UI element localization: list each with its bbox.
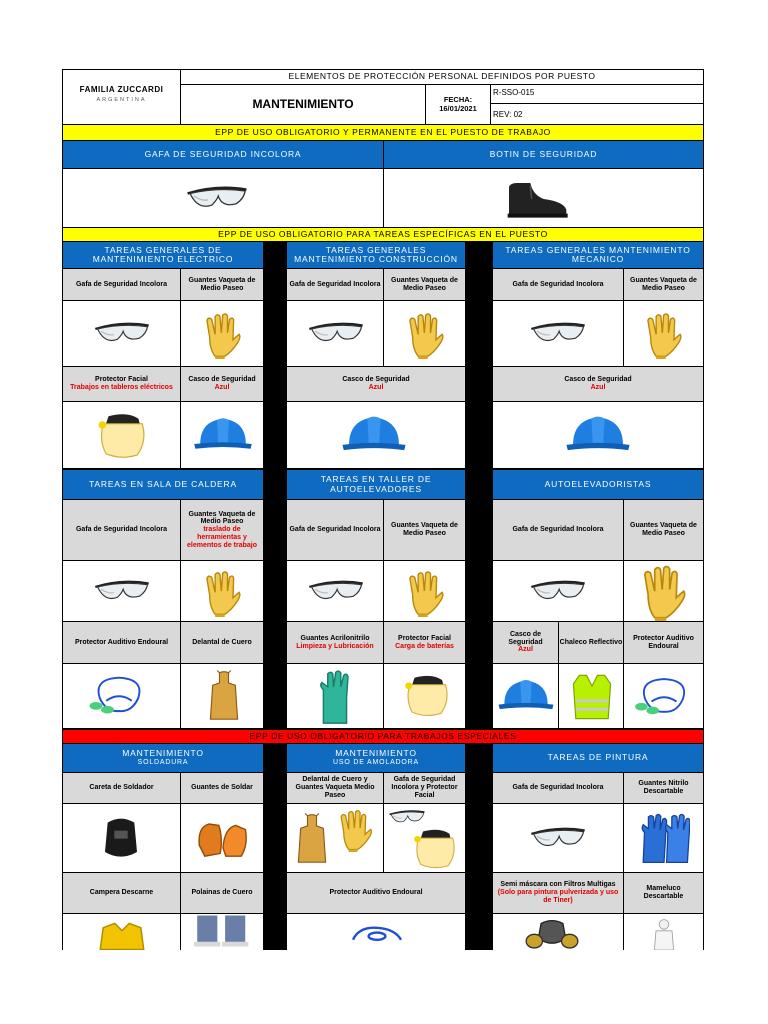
safety-glasses-icon [93,575,151,607]
item-label: Delantal de Cuero [180,621,264,664]
earplug-icon [632,674,696,718]
image-cell [180,803,264,873]
face-shield-icon [89,410,153,460]
item-label-cell [492,366,704,402]
image-cell [492,300,624,367]
image-cell [492,803,624,873]
item-label: Gafa de Seguridad Incolora [286,499,384,561]
leather-apron-icon [295,810,329,868]
image-cell [180,913,264,950]
image-cell [180,300,264,367]
safety-glasses-icon [185,181,249,215]
welding-jacket-icon [93,920,151,950]
respirator-icon [517,918,587,950]
item-label: Protector Auditivo Endoural [286,872,466,914]
document-code: R-SSO-015 [490,84,704,104]
face-shield-icon [406,826,462,870]
image-cell [62,803,181,873]
image-cell [383,803,466,873]
item-note: Azul [368,384,384,391]
gap-separator [264,743,286,950]
item-label: Gafa de Seguridad Incolora [62,499,181,561]
revision: REV: 02 [490,103,704,125]
item-note: (Solo para pintura pulverizada y uso de Tiner) [497,889,619,904]
company-logo [63,86,180,103]
leather-glove-icon [404,311,446,359]
item-label: Chaleco Reflectivo [558,621,624,664]
safety-glasses-icon [529,575,587,607]
item-label: Guantes Vaqueta de Medio Paseo [188,510,256,526]
item-label: Gafa de Seguridad Incolora [492,268,624,301]
group-subtitle: SOLDADURA [137,758,189,766]
group-soldadura [62,743,264,950]
group-title-cell [286,743,466,773]
logo-sub-text: ARGENTINA [96,96,147,103]
image-cell [62,663,181,729]
image-cell [180,401,264,469]
item-label-cell [180,366,264,402]
date-label: FECHA: [443,95,473,105]
group-autoelevadoristas [492,469,704,729]
image-cell [623,663,704,729]
image-cell [492,913,624,950]
item-label: Gafa de Seguridad Incolora y Protector Facial [383,772,466,804]
boot-header: BOTIN DE SEGURIDAD [383,140,704,169]
image-cell [623,803,704,873]
item-note: Azul [590,384,606,391]
group-title: AUTOELEVADORISTAS [492,469,704,500]
item-label: Guantes Vaqueta de Medio Paseo [383,268,466,301]
group-title: TAREAS GENERALES MANTENIMIENTO CONSTRUCCIÓN [286,241,466,269]
image-cell [286,803,384,873]
gap-separator [466,469,492,729]
item-label: Polainas de Cuero [180,872,264,914]
item-note: Trabajos en tableros eléctricos [70,384,173,391]
image-cell [286,663,384,729]
item-label: Guantes Nitrilo Descartable [623,772,704,804]
coverall-icon [648,918,680,950]
item-note: Azul [518,646,533,654]
leather-glove-icon [201,569,243,617]
item-label: Mameluco Descartable [623,872,704,914]
group-mecanico [492,241,704,469]
blue-helmet-icon [565,412,631,458]
item-label: Campera Descarne [62,872,181,914]
image-cell [558,663,624,729]
group-subtitle: USO DE AMOLADORA [333,758,419,766]
safety-glasses-icon [307,575,365,607]
group-title: MANTENIMIENTO [122,748,204,759]
item-label: Casco de Seguridad [188,376,256,384]
safety-glasses-icon [93,317,151,349]
item-label: Protector Facial [95,376,148,384]
image-cell [492,401,704,469]
item-label: Gafa de Seguridad Incolora [286,268,384,301]
group-title: TAREAS GENERALES DE MANTENIMIENTO ELECTRICO [62,241,264,269]
gap-separator [466,743,492,950]
date-cell [425,84,491,125]
safety-glasses-icon [529,822,587,854]
section-special-title: EPP DE USO OBLIGATORIO PARA TRABAJOS ESPECIALES [62,729,704,744]
glasses-header: GAFA DE SEGURIDAD INCOLORA [62,140,384,169]
item-label: Delantal de Cuero y Guantes Vaqueta Medio Paseo [286,772,384,804]
item-note: traslado de herramientas y elementos de trabajo [186,526,258,549]
image-cell [623,300,704,367]
face-shield-icon [396,672,456,718]
epp-sheet [62,69,704,950]
document-title: ELEMENTOS DE PROTECCIÓN PERSONAL DEFINIDOS POR PUESTO [180,69,704,85]
image-cell [62,300,181,367]
item-label: Guantes Vaqueta de Medio Paseo [623,268,704,301]
group-electrico [62,241,264,469]
logo-cell [62,69,181,125]
leather-apron-icon [207,668,241,724]
nitrile-glove-icon [311,668,359,726]
item-label: Guantes Acrilonitrilo [300,634,370,642]
group-title: TAREAS GENERALES MANTENIMIENTO MECANICO [492,241,704,269]
welding-gloves-icon [195,816,251,860]
group-pintura [492,743,704,950]
glasses-image-cell [62,168,384,228]
gap-separator [264,469,286,729]
leather-glove-icon [201,311,243,359]
leather-gaiters-icon [191,914,253,948]
leather-glove-icon [404,569,446,617]
item-note: Azul [214,384,230,391]
item-label: Gafa de Seguridad Incolora [492,499,624,561]
group-construccion [286,241,466,469]
nitrile-gloves-icon [638,812,690,866]
blue-helmet-icon [497,676,555,716]
gap-separator [264,241,286,469]
item-label: Gafa de Seguridad Incolora [62,268,181,301]
item-label: Guantes Vaqueta de Medio Paseo [383,499,466,561]
image-cell [286,401,466,469]
blue-helmet-icon [341,412,407,458]
item-note: Carga de baterías [395,642,454,650]
boot-image-cell [383,168,704,228]
item-label-cell [286,621,384,664]
item-label-cell [286,366,466,402]
leather-glove-icon [335,808,375,852]
item-label: Casco de Seguridad [342,376,410,384]
group-title: TAREAS EN SALA DE CALDERA [62,469,264,500]
blue-helmet-icon [193,414,253,456]
item-label-cell [492,621,559,664]
item-label-cell [383,621,466,664]
item-label: Casco de Seguridad [564,376,632,384]
image-cell [383,560,466,622]
item-note: Limpieza y Lubricación [296,642,374,650]
item-label: Protector Auditivo Endoural [623,621,704,664]
group-caldera [62,469,264,729]
leather-glove-icon [636,563,690,621]
item-label: Careta de Soldador [62,772,181,804]
image-cell [180,560,264,622]
position-title: MANTENIMIENTO [180,84,426,125]
item-label: Guantes Vaqueta de Medio Paseo [180,268,264,301]
image-cell [286,913,466,950]
earplug-icon [87,672,151,718]
image-cell [286,560,384,622]
safety-glasses-icon [307,317,365,349]
image-cell [62,913,181,950]
item-label-cell [62,366,181,402]
group-title: TAREAS EN TALLER DE AUTOELEVADORES [286,469,466,500]
item-label: Casco de Seguridad [508,630,543,646]
section-specific-title: EPP DE USO OBLIGATORIO PARA TAREAS ESPECÍFICAS EN EL PUESTO [62,227,704,242]
group-title-cell [62,743,264,773]
group-title: TAREAS DE PINTURA [492,743,704,773]
leather-glove-icon [642,311,684,359]
image-cell [492,560,624,622]
date-value: 16/01/2021 [439,103,477,113]
gap-separator [466,241,492,469]
item-label: Guantes Vaqueta de Medio Paseo [623,499,704,561]
welding-mask-icon [101,812,141,864]
image-cell [180,663,264,729]
reflective-vest-icon [571,672,613,722]
section-permanent-title: EPP DE USO OBLIGATORIO Y PERMANENTE EN EL PUESTO DE TRABAJO [62,124,704,141]
item-label: Protector Facial [398,634,451,642]
group-title: MANTENIMIENTO [335,748,417,759]
item-label: Protector Auditivo Endoural [62,621,181,664]
item-label: Semi máscara con Filtros Multigas [500,881,616,889]
group-taller-autoelevadores [286,469,466,729]
image-cell [383,300,466,367]
safety-boot-icon [498,179,576,219]
image-cell [62,560,181,622]
item-label-cell [180,499,264,561]
item-label: Gafa de Seguridad Incolora [492,772,624,804]
image-cell [623,560,704,622]
image-cell [286,300,384,367]
group-amoladora [286,743,466,950]
item-label-cell [492,872,624,914]
earplug-cord-icon [347,920,407,944]
image-cell [492,663,559,729]
safety-glasses-icon [388,806,426,828]
image-cell [62,401,181,469]
image-cell [383,663,466,729]
item-label: Guantes de Soldar [180,772,264,804]
image-cell [623,913,704,950]
logo-main-text: FAMILIA ZUCCARDI [79,85,164,94]
safety-glasses-icon [529,317,587,349]
